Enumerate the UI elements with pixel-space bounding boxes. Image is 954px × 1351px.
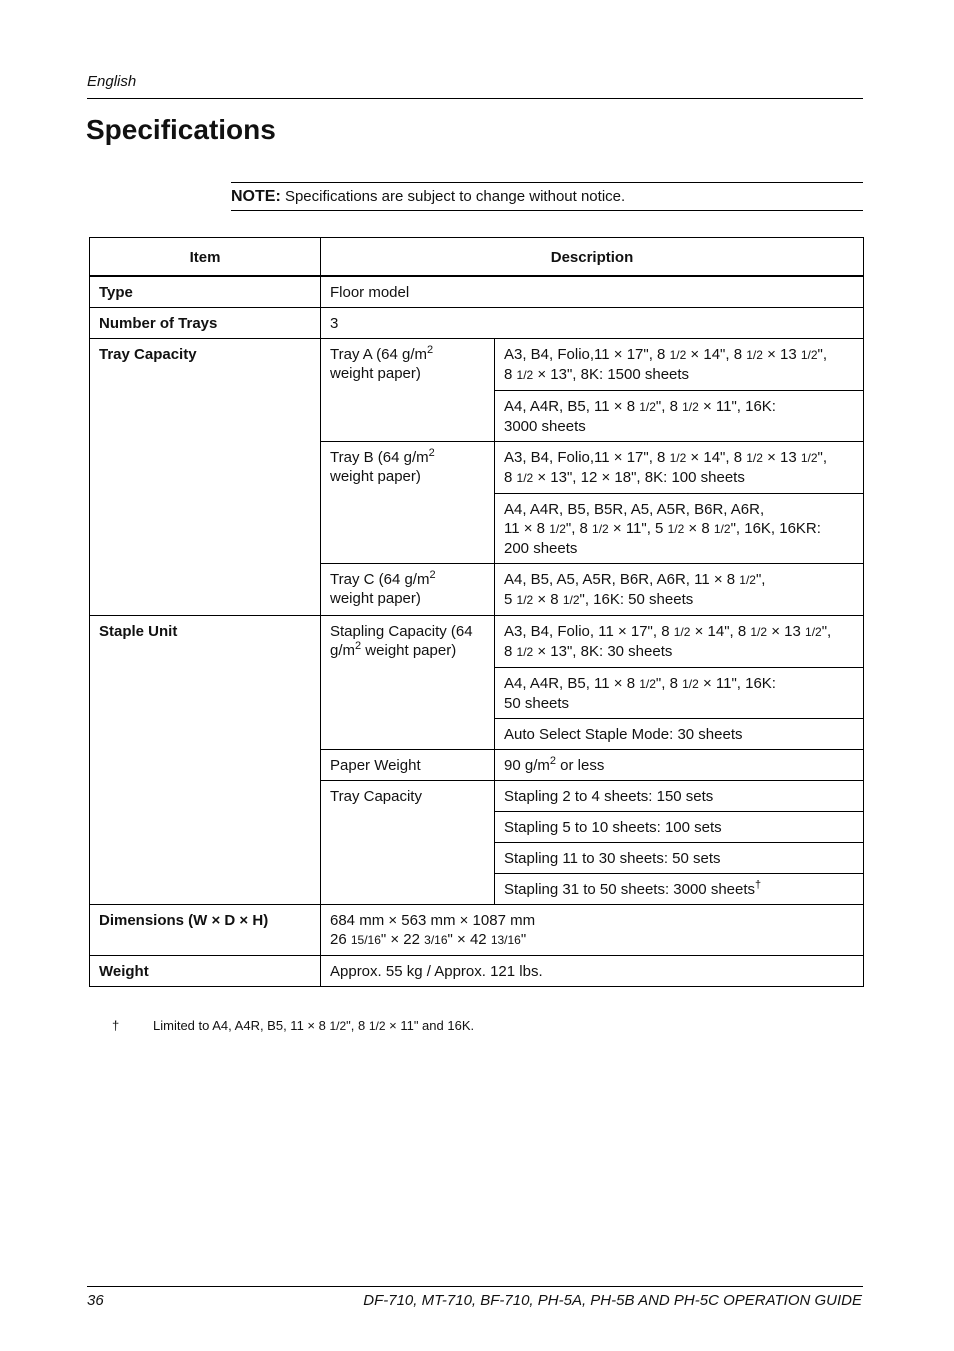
text: " [520, 931, 527, 948]
text: 3000 sheets [504, 418, 586, 435]
fraction: 1/2 [746, 348, 763, 362]
fraction: 1/2 [639, 400, 656, 414]
text: ", 16K, 16KR: [730, 520, 821, 537]
fraction: 1/2 [516, 645, 534, 659]
table-row [90, 308, 864, 339]
row-label-type: Type [90, 276, 321, 308]
tray-c-label [321, 564, 495, 616]
text: × 11", 16K: [698, 398, 776, 415]
table-header-row [90, 238, 864, 277]
paper-weight-value [495, 750, 864, 781]
superscript: 2 [355, 640, 362, 652]
fraction: 1/2 [682, 677, 699, 691]
table-row [90, 276, 864, 308]
tray-c-sizes [495, 564, 864, 616]
text: 684 mm × 563 mm × 1087 mm [330, 912, 536, 929]
header-rule [87, 98, 863, 99]
text: ", [817, 449, 828, 466]
staple-tray-row: Stapling 5 to 10 sheets: 100 sets [495, 812, 864, 843]
text: × 13", 8K: 1500 sheets [533, 366, 690, 383]
text: Stapling 31 to 50 sheets: 3000 sheets [504, 881, 756, 898]
text: A3, B4, Folio, 11 × 17", 8 [504, 623, 674, 640]
text: A4, A4R, B5, 11 × 8 [504, 675, 640, 692]
text: A4, A4R, B5, B5R, A5, A5R, B6R, A6R, [504, 501, 765, 518]
text: 8 [504, 643, 517, 660]
text: A3, B4, Folio,11 × 17", 8 [504, 449, 670, 466]
text: × 13 [762, 346, 801, 363]
fraction: 1/2 [682, 400, 699, 414]
table-row [90, 616, 864, 668]
fraction: 1/2 [549, 522, 566, 536]
fraction: 13/16 [490, 933, 521, 947]
text: × 13", 12 × 18", 8K: 100 sheets [533, 469, 745, 486]
text: 200 sheets [504, 540, 578, 557]
tray-a-sizes-small [495, 391, 864, 442]
tray-a-label [321, 339, 495, 442]
fraction: 1/2 [713, 522, 731, 536]
row-value-trays: 3 [321, 308, 864, 339]
row-label-tray-capacity: Tray Capacity [90, 339, 321, 616]
fraction: 1/2 [516, 593, 534, 607]
fraction: 1/2 [562, 593, 580, 607]
text: ", 8 [655, 675, 683, 692]
row-value-weight: Approx. 55 kg / Approx. 121 lbs. [321, 956, 864, 987]
fraction: 1/2 [800, 451, 818, 465]
table-row [90, 956, 864, 987]
tray-a-label-sup: 2 [426, 344, 434, 356]
fraction: 1/2 [667, 522, 685, 536]
stapling-capacity-small [495, 668, 864, 719]
staple-tray-row: Stapling 2 to 4 sheets: 150 sets [495, 781, 864, 812]
tray-b-label [321, 442, 495, 564]
stapling-capacity-large [495, 616, 864, 668]
text: × 14", 8 [686, 346, 747, 363]
row-label-dimensions: Dimensions (W × D × H) [90, 905, 321, 956]
text: ", 8 [565, 520, 593, 537]
text: " × 42 [447, 931, 491, 948]
text: Stapling Capacity (64 [330, 623, 473, 640]
text: 26 [330, 931, 351, 948]
guide-title: DF-710, MT-710, BF-710, PH-5A, PH-5B AND PH-5C OPERATION GUIDE [363, 1292, 862, 1309]
fraction: 1/2 [800, 348, 818, 362]
specifications-table [89, 237, 864, 987]
row-label-trays: Number of Trays [90, 308, 321, 339]
footnote-mark: † [112, 1018, 120, 1033]
fraction: 1/2 [516, 368, 534, 382]
fraction: 1/2 [516, 471, 534, 485]
fraction: 1/2 [669, 451, 687, 465]
text: × 11", 5 [608, 520, 668, 537]
paper-weight-label: Paper Weight [321, 750, 495, 781]
text: × 8 [684, 520, 714, 537]
tray-c-label-text-2: weight paper) [330, 590, 421, 607]
text: g/m [330, 642, 356, 659]
text: × 14", 8 [686, 449, 747, 466]
text: × 11" and 16K. [385, 1018, 475, 1033]
table-row [90, 339, 864, 391]
note-text: Specifications are subject to change without notice. [284, 188, 626, 205]
tray-b-label-text: Tray B (64 g/m [330, 449, 429, 466]
note-label: NOTE: [231, 188, 281, 205]
text: ", 8 [655, 398, 683, 415]
text: or less [555, 757, 605, 774]
text: 90 g/m [504, 757, 550, 774]
tray-c-label-text: Tray C (64 g/m [330, 571, 430, 588]
fraction: 1/2 [669, 348, 687, 362]
text: 5 [504, 591, 517, 608]
column-header-item: Item [90, 238, 321, 277]
fraction: 1/2 [368, 1019, 386, 1033]
text: × 8 [533, 591, 563, 608]
text: " × 22 [380, 931, 425, 948]
fraction: 1/2 [329, 1019, 347, 1033]
tray-a-label-text-2: weight paper) [330, 365, 421, 382]
text: A4, A4R, B5, 11 × 8 [504, 398, 640, 415]
staple-tray-row: Stapling 11 to 30 sheets: 50 sets [495, 843, 864, 874]
text: weight paper) [361, 642, 457, 659]
text: ", [755, 571, 766, 588]
fraction: 3/16 [424, 933, 448, 947]
staple-tray-row [495, 874, 864, 905]
superscript: 2 [549, 755, 556, 767]
tray-a-sizes-large [495, 339, 864, 391]
text: × 13 [767, 623, 806, 640]
stapling-capacity-label [321, 616, 495, 750]
text: A4, B5, A5, A5R, B6R, A6R, 11 × 8 [504, 571, 740, 588]
text: 11 × 8 [504, 520, 550, 537]
text: 8 [504, 366, 517, 383]
fraction: 1/2 [592, 522, 609, 536]
auto-select-staple-mode: Auto Select Staple Mode: 30 sheets [495, 719, 864, 750]
tray-c-label-sup: 2 [429, 569, 436, 581]
text: × 13 [762, 449, 801, 466]
text: 8 [504, 469, 517, 486]
text: 50 sheets [504, 695, 570, 712]
text: × 14", 8 [690, 623, 751, 640]
tray-b-label-text-2: weight paper) [330, 468, 421, 485]
row-value-dimensions [321, 905, 864, 956]
row-label-staple-unit: Staple Unit [90, 616, 321, 905]
footer-rule [87, 1286, 863, 1287]
tray-a-label-text: Tray A (64 g/m [330, 346, 427, 363]
staple-tray-capacity-label: Tray Capacity [321, 781, 495, 905]
tray-b-sizes-small [495, 494, 864, 564]
fraction: 1/2 [805, 625, 822, 639]
footnote [112, 1018, 474, 1033]
fraction: 1/2 [750, 625, 768, 639]
text: × 11", 16K: [698, 675, 776, 692]
tray-b-label-sup: 2 [428, 447, 435, 459]
text: ", [817, 346, 828, 363]
text: Limited to A4, A4R, B5, 11 × 8 [153, 1018, 330, 1033]
text: × 13", 8K: 30 sheets [533, 643, 673, 660]
page-title: Specifications [86, 114, 276, 145]
footnote-mark: † [755, 879, 762, 891]
fraction: 1/2 [673, 625, 691, 639]
page-number: 36 [87, 1292, 104, 1309]
row-value-type: Floor model [321, 276, 864, 308]
column-header-description: Description [321, 238, 864, 277]
fraction: 1/2 [639, 677, 656, 691]
text: A3, B4, Folio,11 × 17", 8 [504, 346, 670, 363]
fraction: 1/2 [746, 451, 763, 465]
fraction: 1/2 [739, 573, 756, 587]
text: ", 8 [346, 1018, 369, 1033]
text: ", [821, 623, 832, 640]
note-box [231, 182, 863, 211]
fraction: 15/16 [350, 933, 381, 947]
table-row [90, 905, 864, 956]
header-language: English [87, 73, 137, 90]
tray-b-sizes-large [495, 442, 864, 494]
text: ", 16K: 50 sheets [579, 591, 694, 608]
row-label-weight: Weight [90, 956, 321, 987]
